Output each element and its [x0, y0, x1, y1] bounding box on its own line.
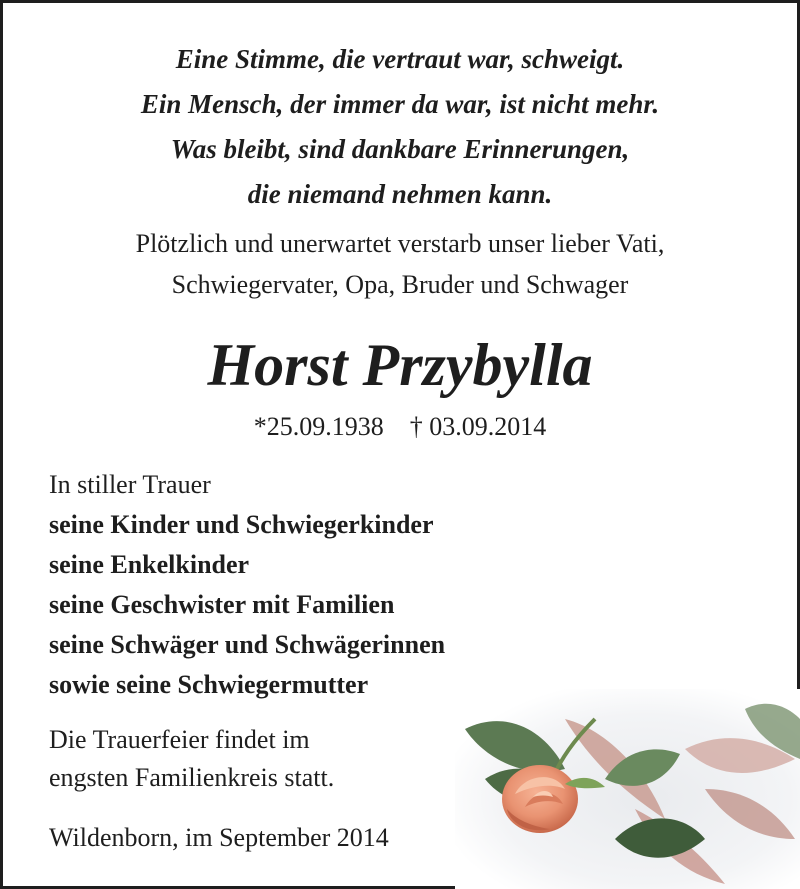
announcement-line: Schwiegervater, Opa, Bruder und Schwager: [171, 270, 629, 299]
mourners-list: [49, 465, 445, 705]
mourners-heading: In stiller Trauer: [49, 470, 211, 499]
birth-date: *25.09.1938: [253, 412, 384, 441]
ceremony-line: engsten Familienkreis statt.: [49, 763, 335, 792]
announcement-line: Plötzlich und unerwartet verstarb unser lieber Vati,: [135, 229, 665, 258]
mourner-line: seine Kinder und Schwiegerkinder: [49, 510, 434, 539]
mourner-line: seine Geschwister mit Familien: [49, 590, 395, 619]
life-dates: [3, 407, 797, 447]
poem-line: Ein Mensch, der immer da war, ist nicht mehr.: [140, 89, 660, 119]
rose-image: [455, 689, 800, 889]
memorial-poem: [23, 37, 777, 217]
place-and-date: Wildenborn, im September 2014: [49, 823, 389, 852]
rose-icon: [455, 689, 800, 889]
poem-line: Was bleibt, sind dankbare Erinnerungen,: [170, 134, 630, 164]
mourner-line: seine Enkelkinder: [49, 550, 250, 579]
deceased-name: Horst Przybylla: [207, 332, 593, 398]
mourner-line: seine Schwäger und Schwägerinnen: [49, 630, 446, 659]
poem-line: die niemand nehmen kann.: [247, 179, 553, 209]
poem-line: Eine Stimme, die vertraut war, schweigt.: [175, 44, 625, 74]
mourner-line: sowie seine Schwiegermutter: [49, 670, 369, 699]
ceremony-line: Die Trauerfeier findet im: [49, 725, 310, 754]
ceremony-note: [49, 721, 334, 797]
death-date: † 03.09.2014: [409, 412, 547, 441]
death-announcement: [23, 223, 777, 305]
